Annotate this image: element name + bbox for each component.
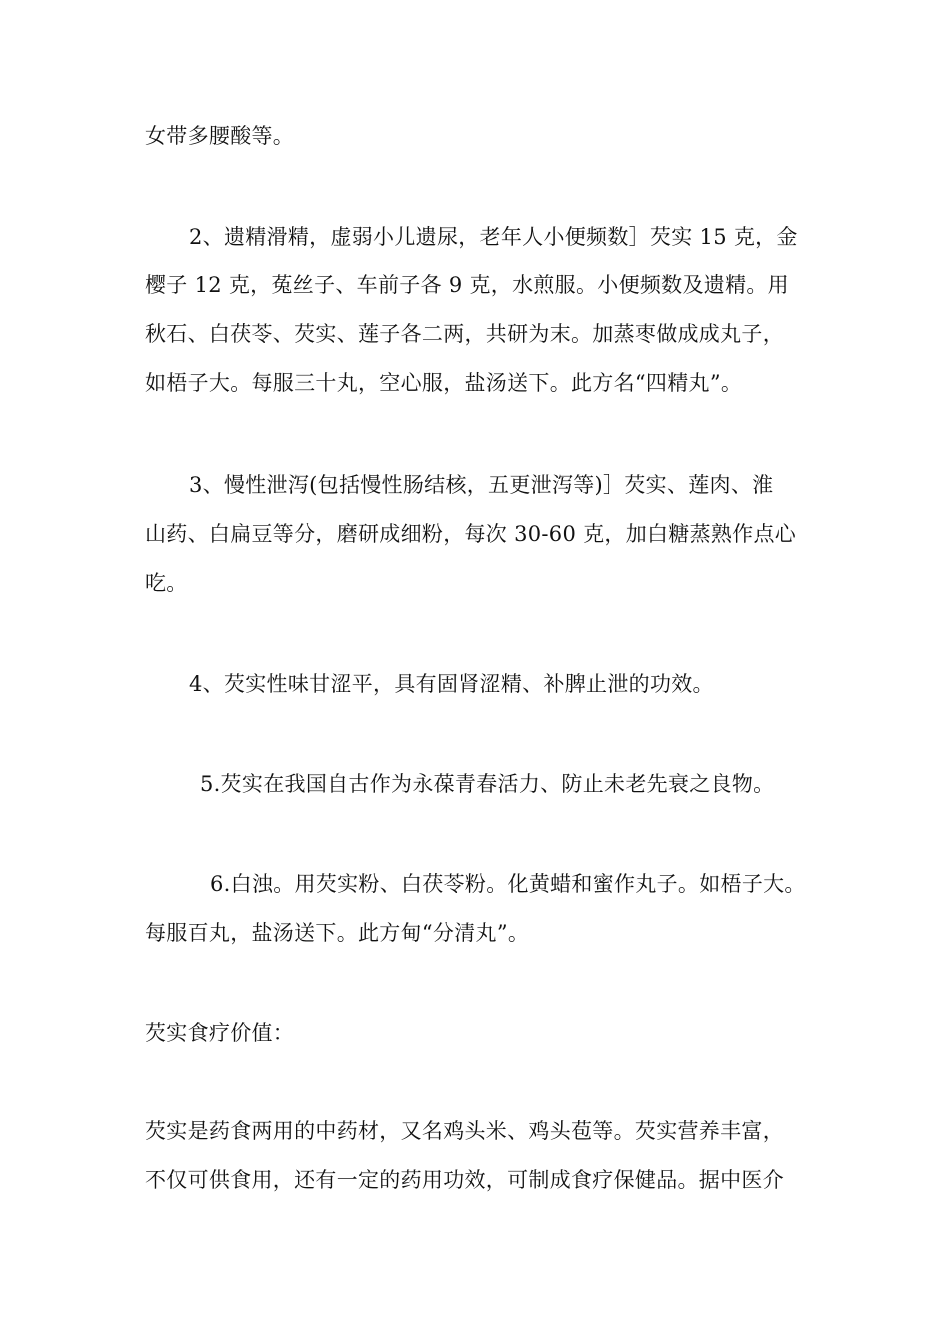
item-4: 4、芡实性味甘涩平，具有固肾涩精、补脾止泄的功效。 bbox=[189, 672, 714, 696]
section-paragraph-line-2: 不仅可供食用，还有一定的药用功效，可制成食疗保健品。据中医介 bbox=[145, 1168, 784, 1192]
item-6-line-2: 每服百丸，盐汤送下。此方甸“分清丸”。 bbox=[145, 921, 530, 945]
item-3-line-1: 3、慢性泄泻(包括慢性肠结核，五更泄泻等)］芡实、莲肉、淮 bbox=[189, 473, 774, 497]
item-3-line-3: 吃。 bbox=[145, 571, 188, 595]
item-2-line-2: 樱子 12 克，菟丝子、车前子各 9 克，水煎服。小便频数及遗精。用 bbox=[145, 273, 789, 297]
item-3-line-2: 山药、白扁豆等分，磨研成细粉，每次 30-60 克，加白糖蒸熟作点心 bbox=[145, 522, 797, 546]
paragraph-intro-tail: 女带多腰酸等。 bbox=[145, 124, 295, 148]
item-2-line-4: 如梧子大。每服三十丸，空心服，盐汤送下。此方名“四精丸”。 bbox=[145, 371, 743, 395]
section-heading: 芡实食疗价值： bbox=[145, 1021, 295, 1045]
item-2-line-3: 秋石、白茯苓、芡实、莲子各二两，共研为末。加蒸枣做成成丸子， bbox=[145, 322, 784, 346]
item-5: 5.芡实在我国自古作为永葆青春活力、防止未老先衰之良物。 bbox=[200, 772, 775, 796]
item-6-line-1: 6.白浊。用芡实粉、白茯苓粉。化黄蜡和蜜作丸子。如梧子大。 bbox=[210, 872, 806, 896]
item-2-line-1: 2、遗精滑精，虚弱小儿遗尿，老年人小便频数］芡实 15 克，金 bbox=[189, 225, 798, 249]
section-paragraph-line-1: 芡实是药食两用的中药材，又名鸡头米、鸡头苞等。芡实营养丰富， bbox=[145, 1119, 784, 1143]
